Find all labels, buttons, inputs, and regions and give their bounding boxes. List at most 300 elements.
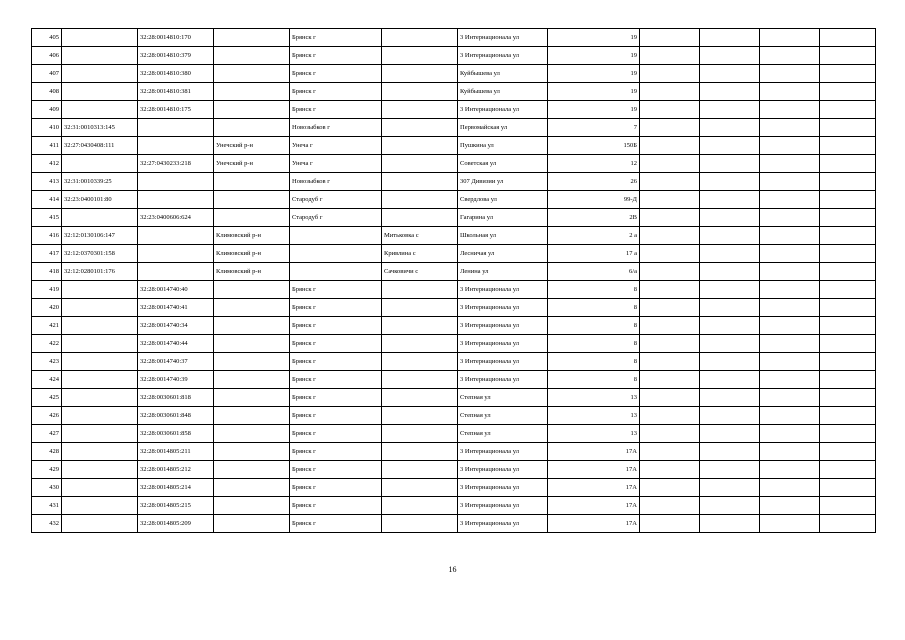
settlement-cell bbox=[382, 497, 458, 515]
row-number-cell: 414 bbox=[32, 191, 62, 209]
empty-cell bbox=[640, 173, 700, 191]
district-cell bbox=[214, 425, 290, 443]
empty-cell bbox=[640, 191, 700, 209]
house-number-cell: 19 bbox=[548, 29, 640, 47]
row-number-cell: 420 bbox=[32, 299, 62, 317]
district-cell bbox=[214, 317, 290, 335]
empty-cell bbox=[760, 317, 820, 335]
table-row bbox=[32, 83, 876, 101]
settlement-cell bbox=[382, 407, 458, 425]
cadastral-number-cell bbox=[62, 317, 138, 335]
empty-cell bbox=[820, 461, 876, 479]
empty-cell bbox=[700, 281, 760, 299]
empty-cell bbox=[760, 497, 820, 515]
empty-cell bbox=[700, 173, 760, 191]
empty-cell bbox=[760, 137, 820, 155]
empty-cell bbox=[820, 479, 876, 497]
house-number-cell: 19 bbox=[548, 47, 640, 65]
row-number-cell: 427 bbox=[32, 425, 62, 443]
empty-cell bbox=[700, 371, 760, 389]
district-cell bbox=[214, 29, 290, 47]
street-cell: 3 Интернационала ул bbox=[458, 497, 548, 515]
settlement-cell bbox=[382, 371, 458, 389]
empty-cell bbox=[820, 65, 876, 83]
cadastral-number-alt-cell: 32:28:0014805:211 bbox=[138, 443, 214, 461]
cadastral-number-alt-cell bbox=[138, 119, 214, 137]
city-cell: Стародуб г bbox=[290, 191, 382, 209]
settlement-cell: Митьковка с bbox=[382, 227, 458, 245]
cadastral-number-alt-cell: 32:23:0400606:624 bbox=[138, 209, 214, 227]
empty-cell bbox=[820, 281, 876, 299]
house-number-cell: 26 bbox=[548, 173, 640, 191]
cadastral-number-alt-cell: 32:28:0014810:381 bbox=[138, 83, 214, 101]
table-row bbox=[32, 317, 876, 335]
empty-cell bbox=[640, 353, 700, 371]
house-number-cell: 150Б bbox=[548, 137, 640, 155]
cadastral-number-alt-cell: 32:28:0014805:214 bbox=[138, 479, 214, 497]
empty-cell bbox=[760, 299, 820, 317]
cadastral-number-cell bbox=[62, 353, 138, 371]
settlement-cell bbox=[382, 479, 458, 497]
empty-cell bbox=[640, 227, 700, 245]
empty-cell bbox=[760, 461, 820, 479]
house-number-cell: 6/а bbox=[548, 263, 640, 281]
table-row bbox=[32, 101, 876, 119]
cadastral-number-cell bbox=[62, 497, 138, 515]
row-number-cell: 424 bbox=[32, 371, 62, 389]
empty-cell bbox=[820, 299, 876, 317]
row-number-cell: 412 bbox=[32, 155, 62, 173]
settlement-cell bbox=[382, 83, 458, 101]
city-cell: Унеча г bbox=[290, 137, 382, 155]
house-number-cell: 17А bbox=[548, 497, 640, 515]
table-row bbox=[32, 227, 876, 245]
cadastral-number-alt-cell: 32:28:0014805:209 bbox=[138, 515, 214, 533]
empty-cell bbox=[700, 479, 760, 497]
street-cell: 3 Интернационала ул bbox=[458, 515, 548, 533]
empty-cell bbox=[640, 281, 700, 299]
empty-cell bbox=[820, 191, 876, 209]
empty-cell bbox=[640, 155, 700, 173]
house-number-cell: 19 bbox=[548, 65, 640, 83]
city-cell: Брянск г bbox=[290, 407, 382, 425]
district-cell bbox=[214, 497, 290, 515]
table-row bbox=[32, 173, 876, 191]
district-cell bbox=[214, 191, 290, 209]
cadastral-number-alt-cell: 32:28:0014810:175 bbox=[138, 101, 214, 119]
empty-cell bbox=[640, 335, 700, 353]
cadastral-number-cell bbox=[62, 425, 138, 443]
empty-cell bbox=[700, 191, 760, 209]
settlement-cell bbox=[382, 299, 458, 317]
settlement-cell bbox=[382, 119, 458, 137]
cadastral-number-cell bbox=[62, 461, 138, 479]
cadastral-number-cell: 32:12:0370301:158 bbox=[62, 245, 138, 263]
district-cell: Климовский р-н bbox=[214, 227, 290, 245]
cadastral-number-cell bbox=[62, 281, 138, 299]
house-number-cell: 13 bbox=[548, 389, 640, 407]
table-row bbox=[32, 209, 876, 227]
cadastral-number-cell bbox=[62, 335, 138, 353]
empty-cell bbox=[640, 497, 700, 515]
district-cell bbox=[214, 83, 290, 101]
empty-cell bbox=[820, 173, 876, 191]
cadastral-number-alt-cell bbox=[138, 263, 214, 281]
empty-cell bbox=[700, 47, 760, 65]
street-cell: 3 Интернационала ул bbox=[458, 299, 548, 317]
empty-cell bbox=[820, 83, 876, 101]
district-cell bbox=[214, 209, 290, 227]
cadastral-number-cell: 32:12:0130106:147 bbox=[62, 227, 138, 245]
row-number-cell: 406 bbox=[32, 47, 62, 65]
city-cell: Новозыбков г bbox=[290, 173, 382, 191]
empty-cell bbox=[760, 173, 820, 191]
district-cell bbox=[214, 173, 290, 191]
empty-cell bbox=[760, 263, 820, 281]
street-cell: Ленина ул bbox=[458, 263, 548, 281]
cadastral-number-cell bbox=[62, 389, 138, 407]
street-cell: 3 Интернационала ул bbox=[458, 101, 548, 119]
row-number-cell: 409 bbox=[32, 101, 62, 119]
empty-cell bbox=[640, 407, 700, 425]
street-cell: Лесничая ул bbox=[458, 245, 548, 263]
city-cell: Брянск г bbox=[290, 479, 382, 497]
table-row bbox=[32, 461, 876, 479]
empty-cell bbox=[820, 263, 876, 281]
empty-cell bbox=[700, 263, 760, 281]
empty-cell bbox=[760, 155, 820, 173]
empty-cell bbox=[820, 155, 876, 173]
district-cell bbox=[214, 515, 290, 533]
empty-cell bbox=[760, 191, 820, 209]
empty-cell bbox=[640, 389, 700, 407]
empty-cell bbox=[760, 281, 820, 299]
district-cell bbox=[214, 335, 290, 353]
street-cell: Свердлова ул bbox=[458, 191, 548, 209]
empty-cell bbox=[820, 29, 876, 47]
table-row bbox=[32, 389, 876, 407]
street-cell: 3 Интернационала ул bbox=[458, 443, 548, 461]
row-number-cell: 421 bbox=[32, 317, 62, 335]
city-cell: Брянск г bbox=[290, 299, 382, 317]
cadastral-number-alt-cell bbox=[138, 137, 214, 155]
city-cell: Брянск г bbox=[290, 461, 382, 479]
street-cell: 307 Дивизии ул bbox=[458, 173, 548, 191]
city-cell: Брянск г bbox=[290, 389, 382, 407]
row-number-cell: 416 bbox=[32, 227, 62, 245]
empty-cell bbox=[820, 227, 876, 245]
empty-cell bbox=[640, 83, 700, 101]
table-row bbox=[32, 407, 876, 425]
empty-cell bbox=[640, 263, 700, 281]
row-number-cell: 430 bbox=[32, 479, 62, 497]
district-cell bbox=[214, 299, 290, 317]
house-number-cell: 8 bbox=[548, 299, 640, 317]
settlement-cell bbox=[382, 29, 458, 47]
city-cell: Брянск г bbox=[290, 353, 382, 371]
row-number-cell: 422 bbox=[32, 335, 62, 353]
cadastral-number-alt-cell: 32:27:0430233:218 bbox=[138, 155, 214, 173]
row-number-cell: 428 bbox=[32, 443, 62, 461]
district-cell bbox=[214, 443, 290, 461]
table-row bbox=[32, 299, 876, 317]
cadastral-number-alt-cell: 32:28:0014740:37 bbox=[138, 353, 214, 371]
settlement-cell bbox=[382, 425, 458, 443]
street-cell: 3 Интернационала ул bbox=[458, 353, 548, 371]
city-cell: Брянск г bbox=[290, 443, 382, 461]
empty-cell bbox=[700, 353, 760, 371]
settlement-cell bbox=[382, 317, 458, 335]
empty-cell bbox=[640, 425, 700, 443]
empty-cell bbox=[700, 335, 760, 353]
house-number-cell: 19 bbox=[548, 101, 640, 119]
cadastral-number-cell bbox=[62, 479, 138, 497]
street-cell: 3 Интернационала ул bbox=[458, 335, 548, 353]
empty-cell bbox=[820, 443, 876, 461]
empty-cell bbox=[700, 461, 760, 479]
settlement-cell bbox=[382, 65, 458, 83]
settlement-cell bbox=[382, 47, 458, 65]
row-number-cell: 429 bbox=[32, 461, 62, 479]
district-cell bbox=[214, 371, 290, 389]
cadastral-number-cell bbox=[62, 47, 138, 65]
district-cell: Климовский р-н bbox=[214, 263, 290, 281]
cadastral-number-alt-cell: 32:28:0014805:212 bbox=[138, 461, 214, 479]
empty-cell bbox=[640, 101, 700, 119]
cadastral-number-cell bbox=[62, 443, 138, 461]
row-number-cell: 405 bbox=[32, 29, 62, 47]
empty-cell bbox=[640, 65, 700, 83]
street-cell: Первомайская ул bbox=[458, 119, 548, 137]
cadastral-number-alt-cell: 32:28:0014810:170 bbox=[138, 29, 214, 47]
page-number: 16 bbox=[448, 565, 457, 574]
district-cell bbox=[214, 389, 290, 407]
city-cell bbox=[290, 263, 382, 281]
district-cell: Унечский р-н bbox=[214, 137, 290, 155]
city-cell: Брянск г bbox=[290, 371, 382, 389]
city-cell: Стародуб г bbox=[290, 209, 382, 227]
table-row bbox=[32, 371, 876, 389]
settlement-cell bbox=[382, 137, 458, 155]
empty-cell bbox=[820, 209, 876, 227]
cadastral-number-cell bbox=[62, 65, 138, 83]
empty-cell bbox=[820, 317, 876, 335]
settlement-cell bbox=[382, 443, 458, 461]
house-number-cell: 8 bbox=[548, 317, 640, 335]
row-number-cell: 411 bbox=[32, 137, 62, 155]
empty-cell bbox=[700, 101, 760, 119]
district-cell: Климовский р-н bbox=[214, 245, 290, 263]
district-cell bbox=[214, 47, 290, 65]
cadastral-number-alt-cell: 32:28:0030601:848 bbox=[138, 407, 214, 425]
street-cell: Степная ул bbox=[458, 425, 548, 443]
empty-cell bbox=[820, 353, 876, 371]
cadastral-number-alt-cell: 32:28:0014810:380 bbox=[138, 65, 214, 83]
city-cell bbox=[290, 227, 382, 245]
row-number-cell: 410 bbox=[32, 119, 62, 137]
cadastral-number-cell bbox=[62, 209, 138, 227]
cadastral-number-cell bbox=[62, 101, 138, 119]
city-cell: Брянск г bbox=[290, 335, 382, 353]
table-row bbox=[32, 245, 876, 263]
street-cell: Пушкина ул bbox=[458, 137, 548, 155]
empty-cell bbox=[760, 209, 820, 227]
city-cell: Унеча г bbox=[290, 155, 382, 173]
empty-cell bbox=[700, 497, 760, 515]
empty-cell bbox=[700, 515, 760, 533]
row-number-cell: 418 bbox=[32, 263, 62, 281]
empty-cell bbox=[700, 209, 760, 227]
settlement-cell bbox=[382, 515, 458, 533]
empty-cell bbox=[820, 335, 876, 353]
empty-cell bbox=[700, 389, 760, 407]
district-cell bbox=[214, 407, 290, 425]
row-number-cell: 431 bbox=[32, 497, 62, 515]
table-row bbox=[32, 281, 876, 299]
settlement-cell: Кривлина с bbox=[382, 245, 458, 263]
table-row bbox=[32, 443, 876, 461]
empty-cell bbox=[760, 515, 820, 533]
house-number-cell: 13 bbox=[548, 425, 640, 443]
city-cell: Брянск г bbox=[290, 515, 382, 533]
empty-cell bbox=[700, 29, 760, 47]
row-number-cell: 417 bbox=[32, 245, 62, 263]
empty-cell bbox=[820, 47, 876, 65]
settlement-cell bbox=[382, 461, 458, 479]
empty-cell bbox=[820, 389, 876, 407]
empty-cell bbox=[760, 371, 820, 389]
cadastral-number-cell bbox=[62, 407, 138, 425]
empty-cell bbox=[700, 83, 760, 101]
cadastral-number-cell: 32:31:0010339:25 bbox=[62, 173, 138, 191]
house-number-cell: 17 а bbox=[548, 245, 640, 263]
district-cell bbox=[214, 65, 290, 83]
street-cell: 3 Интернационала ул bbox=[458, 371, 548, 389]
empty-cell bbox=[640, 443, 700, 461]
empty-cell bbox=[760, 29, 820, 47]
house-number-cell: 12 bbox=[548, 155, 640, 173]
settlement-cell bbox=[382, 173, 458, 191]
cadastral-number-alt-cell: 32:28:0014740:40 bbox=[138, 281, 214, 299]
district-cell bbox=[214, 101, 290, 119]
empty-cell bbox=[820, 245, 876, 263]
house-number-cell: 2 а bbox=[548, 227, 640, 245]
empty-cell bbox=[640, 371, 700, 389]
empty-cell bbox=[640, 479, 700, 497]
table-row bbox=[32, 515, 876, 533]
city-cell: Брянск г bbox=[290, 47, 382, 65]
empty-cell bbox=[820, 137, 876, 155]
empty-cell bbox=[640, 29, 700, 47]
city-cell: Брянск г bbox=[290, 317, 382, 335]
district-cell bbox=[214, 281, 290, 299]
district-cell bbox=[214, 353, 290, 371]
house-number-cell: 17А bbox=[548, 515, 640, 533]
house-number-cell: 17А bbox=[548, 479, 640, 497]
city-cell: Брянск г bbox=[290, 101, 382, 119]
city-cell: Брянск г bbox=[290, 83, 382, 101]
cadastral-number-cell bbox=[62, 299, 138, 317]
table-row bbox=[32, 479, 876, 497]
cadastral-number-cell bbox=[62, 515, 138, 533]
district-cell bbox=[214, 479, 290, 497]
row-number-cell: 413 bbox=[32, 173, 62, 191]
house-number-cell: 99-Д bbox=[548, 191, 640, 209]
cadastral-number-alt-cell bbox=[138, 227, 214, 245]
empty-cell bbox=[700, 299, 760, 317]
table-row bbox=[32, 155, 876, 173]
house-number-cell: 13 bbox=[548, 407, 640, 425]
house-number-cell: 8 bbox=[548, 371, 640, 389]
row-number-cell: 419 bbox=[32, 281, 62, 299]
row-number-cell: 432 bbox=[32, 515, 62, 533]
cadastral-number-alt-cell bbox=[138, 173, 214, 191]
register-table bbox=[31, 28, 876, 533]
empty-cell bbox=[760, 479, 820, 497]
house-number-cell: 2В bbox=[548, 209, 640, 227]
row-number-cell: 408 bbox=[32, 83, 62, 101]
cadastral-number-cell bbox=[62, 371, 138, 389]
settlement-cell bbox=[382, 101, 458, 119]
cadastral-number-alt-cell: 32:28:0030601:858 bbox=[138, 425, 214, 443]
empty-cell bbox=[760, 335, 820, 353]
street-cell: Советская ул bbox=[458, 155, 548, 173]
empty-cell bbox=[760, 65, 820, 83]
table-row bbox=[32, 137, 876, 155]
district-cell: Унечский р-н bbox=[214, 155, 290, 173]
empty-cell bbox=[820, 119, 876, 137]
street-cell: Степная ул bbox=[458, 389, 548, 407]
house-number-cell: 8 bbox=[548, 281, 640, 299]
empty-cell bbox=[760, 353, 820, 371]
district-cell bbox=[214, 461, 290, 479]
house-number-cell: 8 bbox=[548, 335, 640, 353]
city-cell: Брянск г bbox=[290, 65, 382, 83]
settlement-cell bbox=[382, 191, 458, 209]
street-cell: 3 Интернационала ул bbox=[458, 47, 548, 65]
cadastral-number-alt-cell: 32:28:0014740:41 bbox=[138, 299, 214, 317]
empty-cell bbox=[700, 407, 760, 425]
settlement-cell bbox=[382, 335, 458, 353]
settlement-cell: Сачковичи с bbox=[382, 263, 458, 281]
street-cell: 3 Интернационала ул bbox=[458, 281, 548, 299]
city-cell: Брянск г bbox=[290, 497, 382, 515]
house-number-cell: 17А bbox=[548, 443, 640, 461]
empty-cell bbox=[820, 425, 876, 443]
house-number-cell: 7 bbox=[548, 119, 640, 137]
street-cell: 3 Интернационала ул bbox=[458, 29, 548, 47]
empty-cell bbox=[760, 245, 820, 263]
cadastral-number-cell: 32:23:0400101:80 bbox=[62, 191, 138, 209]
house-number-cell: 17А bbox=[548, 461, 640, 479]
city-cell bbox=[290, 245, 382, 263]
city-cell: Новозыбков г bbox=[290, 119, 382, 137]
city-cell: Брянск г bbox=[290, 281, 382, 299]
district-cell bbox=[214, 119, 290, 137]
empty-cell bbox=[640, 299, 700, 317]
empty-cell bbox=[700, 155, 760, 173]
city-cell: Брянск г bbox=[290, 425, 382, 443]
cadastral-number-cell bbox=[62, 29, 138, 47]
cadastral-number-alt-cell: 32:28:0014740:44 bbox=[138, 335, 214, 353]
empty-cell bbox=[820, 497, 876, 515]
cadastral-number-alt-cell: 32:28:0014740:39 bbox=[138, 371, 214, 389]
table-row bbox=[32, 29, 876, 47]
empty-cell bbox=[760, 119, 820, 137]
cadastral-number-cell bbox=[62, 83, 138, 101]
empty-cell bbox=[640, 515, 700, 533]
empty-cell bbox=[640, 245, 700, 263]
